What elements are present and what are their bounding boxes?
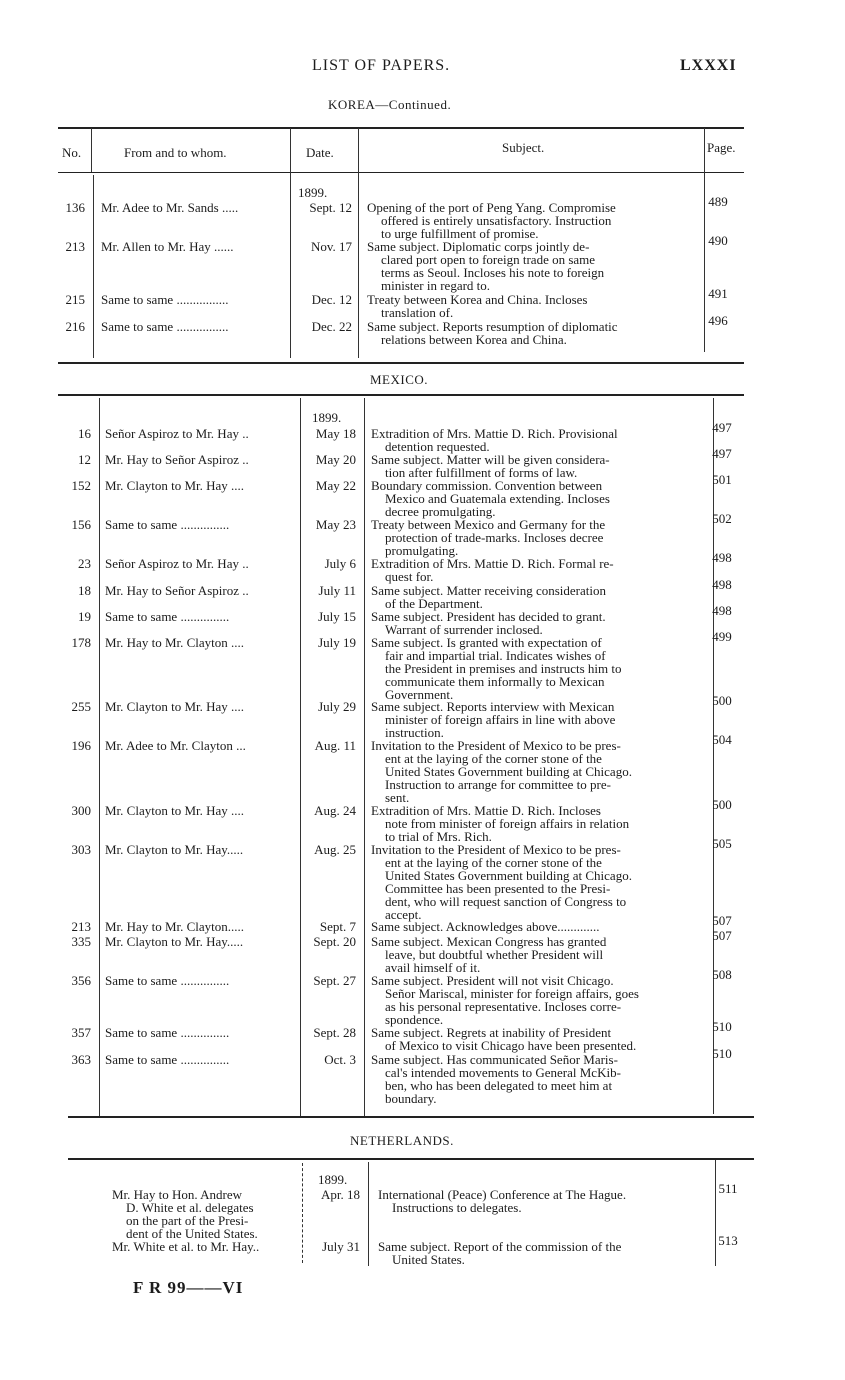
paper-number: 12 xyxy=(78,452,91,467)
subject-line: boundary. xyxy=(385,1091,437,1106)
subject-line: Señor Mariscal, minister for foreign affairs, goes xyxy=(385,986,639,1001)
paper-number: 16 xyxy=(78,426,91,441)
from-to-whom xyxy=(105,843,243,856)
subject-line: ben, who has been delegated to meet him at xyxy=(385,1078,613,1093)
from-line: Same to same ................ xyxy=(101,292,229,307)
from-line: Same to same ............... xyxy=(105,1025,230,1040)
section-title-korea: KOREA—Continued. xyxy=(328,97,452,112)
subject-line: Extradition of Mrs. Mattie D. Rich. Formal re- xyxy=(371,556,614,571)
from-line: Mr. Hay to Señor Aspiroz .. xyxy=(105,452,249,467)
paper-number: 335 xyxy=(71,934,91,949)
col-divider xyxy=(358,128,359,358)
section-rule xyxy=(58,362,744,364)
from-to-whom xyxy=(105,804,244,817)
subject-line: protection of trade-marks. Incloses decree xyxy=(385,530,604,545)
subject-line: communicate them informally to Mexican xyxy=(385,674,605,689)
subject-line: Same subject. Acknowledges above............. xyxy=(371,919,600,934)
col-divider xyxy=(364,398,365,1116)
subject-line: minister of foreign affairs in line with above xyxy=(385,712,616,727)
col-divider xyxy=(290,128,291,358)
col-divider xyxy=(91,128,92,172)
subject-line: Mexico and Guatemala extending. Incloses xyxy=(385,491,610,506)
running-title: LIST OF PAPERS. xyxy=(312,57,451,74)
page-reference: 498 xyxy=(712,550,732,565)
subject-line: Same subject. Matter receiving consideration xyxy=(371,583,607,598)
subject-line: terms as Seoul. Incloses his note to foreign xyxy=(381,265,605,280)
paper-number: 156 xyxy=(71,517,91,532)
paper-number: 23 xyxy=(78,556,91,571)
subject xyxy=(371,453,711,479)
paper-number: 215 xyxy=(65,292,85,307)
page-reference: 511 xyxy=(718,1181,738,1196)
page-reference: 500 xyxy=(712,797,732,812)
from-line: Señor Aspiroz to Mr. Hay .. xyxy=(105,426,249,441)
subject-line: Warrant of surrender inclosed. xyxy=(385,622,543,637)
page-reference: 507 xyxy=(712,913,732,928)
subject-line: translation of. xyxy=(381,305,454,320)
from-line: Same to same ............... xyxy=(105,517,230,532)
subject-line: Invitation to the President of Mexico to be pres- xyxy=(371,842,621,857)
date: July 19 xyxy=(318,635,356,650)
subject-line: cal's intended movements to General McKib- xyxy=(385,1065,621,1080)
subject-line: accept. xyxy=(385,907,422,922)
subject-line: Same subject. Reports interview with Mexican xyxy=(371,699,615,714)
subject-line: relations between Korea and China. xyxy=(381,332,567,347)
col-divider xyxy=(368,1162,369,1266)
page-reference: 497 xyxy=(712,420,732,435)
subject-line: to trial of Mrs. Rich. xyxy=(385,829,492,844)
section-rule xyxy=(68,1158,754,1160)
from-line: Mr. Allen to Mr. Hay ...... xyxy=(101,239,234,254)
date: May 20 xyxy=(315,452,356,467)
from-line: Mr. Adee to Mr. Clayton ... xyxy=(105,738,246,753)
subject xyxy=(371,1053,711,1105)
subject-line: Boundary commission. Convention between xyxy=(371,478,603,493)
date: Aug. 25 xyxy=(314,842,356,857)
from-to-whom xyxy=(105,636,244,649)
subject-line: quest for. xyxy=(385,569,434,584)
paper-number: 213 xyxy=(65,239,85,254)
col-divider xyxy=(99,398,100,1116)
signature-mark: F R 99——VI xyxy=(133,1278,244,1297)
subject-line: Same subject. Matter will be given considera- xyxy=(371,452,610,467)
subject-line: tion after fulfillment of forms of law. xyxy=(385,465,578,480)
date: July 15 xyxy=(318,609,356,624)
subject-line: minister in regard to. xyxy=(381,278,491,293)
subject-line: Instruction to arrange for committee to pre- xyxy=(385,777,611,792)
subject xyxy=(378,1240,718,1266)
subject xyxy=(367,201,707,240)
subject-line: Same subject. Diplomatic corps jointly de- xyxy=(367,239,590,254)
subject xyxy=(371,518,711,557)
from-line: Mr. Clayton to Mr. Hay..... xyxy=(105,842,244,857)
subject-line: Treaty between Korea and China. Incloses xyxy=(367,292,588,307)
column-header-no: No. xyxy=(62,145,82,160)
from-to-whom xyxy=(105,557,249,570)
paper-number: 136 xyxy=(65,200,85,215)
page-reference: 498 xyxy=(712,577,732,592)
subject xyxy=(371,610,711,636)
date: July 11 xyxy=(318,583,356,598)
subject-line: Same subject. Has communicated Señor Maris- xyxy=(371,1052,618,1067)
from-to-whom xyxy=(105,584,249,597)
subject xyxy=(371,1026,711,1052)
paper-number: 255 xyxy=(71,699,91,714)
subject-line: United States Government building at Chicago. xyxy=(385,764,632,779)
subject-line: detention requested. xyxy=(385,439,490,454)
subject xyxy=(371,479,711,518)
from-line: Same to same ................ xyxy=(101,319,229,334)
subject-line: dent, who will request sanction of Congress to xyxy=(385,894,627,909)
from-line: Mr. Clayton to Mr. Hay .... xyxy=(105,803,245,818)
from-to-whom xyxy=(105,518,229,531)
date: Aug. 24 xyxy=(314,803,356,818)
from-line: Mr. Hay to Mr. Clayton..... xyxy=(105,919,245,934)
page-reference: 507 xyxy=(712,928,732,943)
from-to-whom xyxy=(105,974,229,987)
paper-number: 363 xyxy=(71,1052,91,1067)
subject xyxy=(371,920,711,933)
date: July 31 xyxy=(322,1239,360,1254)
subject-line: fair and impartial trial. Indicates wishes of xyxy=(385,648,606,663)
subject xyxy=(371,427,711,453)
subject-line: of Mexico to visit Chicago have been presented. xyxy=(385,1038,637,1053)
column-header-date: Date. xyxy=(306,145,334,160)
page-reference: 502 xyxy=(712,511,732,526)
col-divider xyxy=(93,175,94,358)
subject xyxy=(371,636,711,701)
paper-number: 300 xyxy=(71,803,91,818)
subject xyxy=(371,843,711,921)
subject-line: avail himself of it. xyxy=(385,960,481,975)
paper-number: 178 xyxy=(71,635,91,650)
from-to-whom xyxy=(112,1240,259,1253)
subject-line: ent at the laying of the corner stone of the xyxy=(385,751,602,766)
date: May 22 xyxy=(315,478,356,493)
page-reference: 497 xyxy=(712,446,732,461)
page-reference: 513 xyxy=(718,1233,738,1248)
subject-line: leave, but doubtful whether President will xyxy=(385,947,604,962)
date: Sept. 20 xyxy=(313,934,356,949)
subject-line: Committee has been presented to the Presi- xyxy=(385,881,611,896)
subject-line: the President in premises and instructs him to xyxy=(385,661,622,676)
date: Dec. 22 xyxy=(311,319,352,334)
from-to-whom xyxy=(101,240,234,253)
from-line: Same to same ............... xyxy=(105,609,230,624)
paper-number: 357 xyxy=(71,1025,91,1040)
from-to-whom xyxy=(112,1188,258,1240)
from-to-whom xyxy=(105,427,249,440)
from-line: D. White et al. delegates xyxy=(126,1200,254,1215)
page-reference: 490 xyxy=(708,233,728,248)
subject-line: Same subject. Is granted with expectation of xyxy=(371,635,602,650)
paper-number: 196 xyxy=(71,738,91,753)
from-to-whom xyxy=(105,935,243,948)
date: July 29 xyxy=(318,699,356,714)
year-label: 1899. xyxy=(298,185,328,200)
column-header-page: Page. xyxy=(707,140,736,155)
column-header-subject: Subject. xyxy=(502,140,545,155)
page-reference: 491 xyxy=(708,286,728,301)
date: May 23 xyxy=(315,517,356,532)
from-line: Mr. Clayton to Mr. Hay .... xyxy=(105,478,245,493)
from-to-whom xyxy=(105,700,244,713)
subject-line: instruction. xyxy=(385,725,444,740)
subject xyxy=(371,700,711,739)
date: Aug. 11 xyxy=(314,738,356,753)
from-to-whom xyxy=(105,610,229,623)
subject-line: as his personal representative. Incloses corre- xyxy=(385,999,622,1014)
subject-line: Same subject. President has decided to grant. xyxy=(371,609,606,624)
page-reference: 500 xyxy=(712,693,732,708)
page-reference: 496 xyxy=(708,313,728,328)
subject xyxy=(371,739,711,804)
subject-line: Instructions to delegates. xyxy=(392,1200,522,1215)
section-title-netherlands: NETHERLANDS. xyxy=(350,1133,454,1148)
col-divider xyxy=(713,398,714,1114)
page-reference: 498 xyxy=(712,603,732,618)
paper-number: 303 xyxy=(71,842,91,857)
subject-line: Same subject. Mexican Congress has granted xyxy=(371,934,607,949)
page-number-roman: LXXXI xyxy=(680,57,737,74)
page-reference: 489 xyxy=(708,194,728,209)
subject-line: Treaty between Mexico and Germany for the xyxy=(371,517,606,532)
subject xyxy=(367,320,707,346)
subject-line: United States. xyxy=(392,1252,465,1267)
from-to-whom xyxy=(105,920,244,933)
subject xyxy=(371,557,711,583)
subject-line: Same subject. Report of the commission of the xyxy=(378,1239,622,1254)
from-line: Mr. Hay to Señor Aspiroz .. xyxy=(105,583,249,598)
paper-number: 356 xyxy=(71,973,91,988)
date: July 6 xyxy=(324,556,356,571)
from-to-whom xyxy=(101,201,238,214)
page-reference: 505 xyxy=(712,836,732,851)
date: Oct. 3 xyxy=(324,1052,356,1067)
subject xyxy=(371,584,711,610)
from-line: Señor Aspiroz to Mr. Hay .. xyxy=(105,556,249,571)
page-reference: 504 xyxy=(712,732,732,747)
subject-line: Same subject. President will not visit Chicago. xyxy=(371,973,614,988)
from-line: Mr. Clayton to Mr. Hay..... xyxy=(105,934,244,949)
from-to-whom xyxy=(105,739,246,752)
subject-line: ent at the laying of the corner stone of the xyxy=(385,855,602,870)
subject-line: to urge fulfillment of promise. xyxy=(381,226,539,241)
from-line: Mr. Clayton to Mr. Hay .... xyxy=(105,699,245,714)
from-line: Mr. Adee to Mr. Sands ..... xyxy=(101,200,239,215)
from-line: on the part of the Presi- xyxy=(126,1213,249,1228)
subject xyxy=(367,293,707,319)
from-to-whom xyxy=(101,293,228,306)
from-to-whom xyxy=(105,479,244,492)
page-reference: 510 xyxy=(712,1046,732,1061)
col-divider xyxy=(300,398,301,1116)
year-label: 1899. xyxy=(318,1172,348,1187)
section-rule xyxy=(68,1116,754,1118)
subject-line: promulgating. xyxy=(385,543,459,558)
from-line: dent of the United States. xyxy=(126,1226,258,1241)
subject-line: Extradition of Mrs. Mattie D. Rich. Incloses xyxy=(371,803,601,818)
page-reference: 508 xyxy=(712,967,732,982)
subject-line: sent. xyxy=(385,790,410,805)
page-reference: 499 xyxy=(712,629,732,644)
date: Nov. 17 xyxy=(310,239,352,254)
subject-line: clared port open to foreign trade on same xyxy=(381,252,596,267)
section-rule xyxy=(58,394,744,396)
subject-line: decree promulgating. xyxy=(385,504,496,519)
date: Sept. 12 xyxy=(309,200,352,215)
subject-line: Same subject. Regrets at inability of President xyxy=(371,1025,612,1040)
subject-line: Invitation to the President of Mexico to be pres- xyxy=(371,738,621,753)
date: Sept. 7 xyxy=(319,919,356,934)
from-to-whom xyxy=(105,453,249,466)
from-line: Same to same ............... xyxy=(105,973,230,988)
paper-number: 152 xyxy=(71,478,91,493)
subject-line: spondence. xyxy=(385,1012,444,1027)
header-bottom-rule xyxy=(58,172,744,173)
from-to-whom xyxy=(105,1053,229,1066)
paper-number: 213 xyxy=(71,919,91,934)
subject-line: note from minister of foreign affairs in relation xyxy=(385,816,630,831)
subject-line: Same subject. Reports resumption of diplomatic xyxy=(367,319,618,334)
subject xyxy=(371,974,711,1026)
date: May 18 xyxy=(315,426,356,441)
subject-line: Opening of the port of Peng Yang. Compromise xyxy=(367,200,616,215)
paper-number: 216 xyxy=(65,319,85,334)
subject-line: International (Peace) Conference at The Hague. xyxy=(378,1187,627,1202)
year-label: 1899. xyxy=(312,410,342,425)
page-reference: 510 xyxy=(712,1019,732,1034)
table-top-rule xyxy=(58,127,744,129)
from-line: Mr. White et al. to Mr. Hay.. xyxy=(112,1239,260,1254)
date: Apr. 18 xyxy=(321,1187,360,1202)
subject xyxy=(367,240,707,292)
from-line: Same to same ............... xyxy=(105,1052,230,1067)
date: Dec. 12 xyxy=(311,292,352,307)
from-line: Mr. Hay to Mr. Clayton .... xyxy=(105,635,245,650)
subject xyxy=(371,935,711,974)
from-to-whom xyxy=(105,1026,229,1039)
column-header-from: From and to whom. xyxy=(124,145,227,160)
from-line: Mr. Hay to Hon. Andrew xyxy=(112,1187,242,1202)
paper-number: 19 xyxy=(78,609,91,624)
date: Sept. 28 xyxy=(313,1025,356,1040)
subject-line: United States Government building at Chicago. xyxy=(385,868,632,883)
subject-line: offered is entirely unsatisfactory. Instruction xyxy=(381,213,612,228)
date: Sept. 27 xyxy=(313,973,356,988)
subject-line: Government. xyxy=(385,687,454,702)
section-title-mexico: MEXICO. xyxy=(370,372,429,387)
paper-number: 18 xyxy=(78,583,91,598)
subject-line: Extradition of Mrs. Mattie D. Rich. Provisional xyxy=(371,426,618,441)
from-to-whom xyxy=(101,320,228,333)
subject-line: of the Department. xyxy=(385,596,483,611)
page-reference: 501 xyxy=(712,472,732,487)
subject xyxy=(371,804,711,843)
subject xyxy=(378,1188,718,1214)
